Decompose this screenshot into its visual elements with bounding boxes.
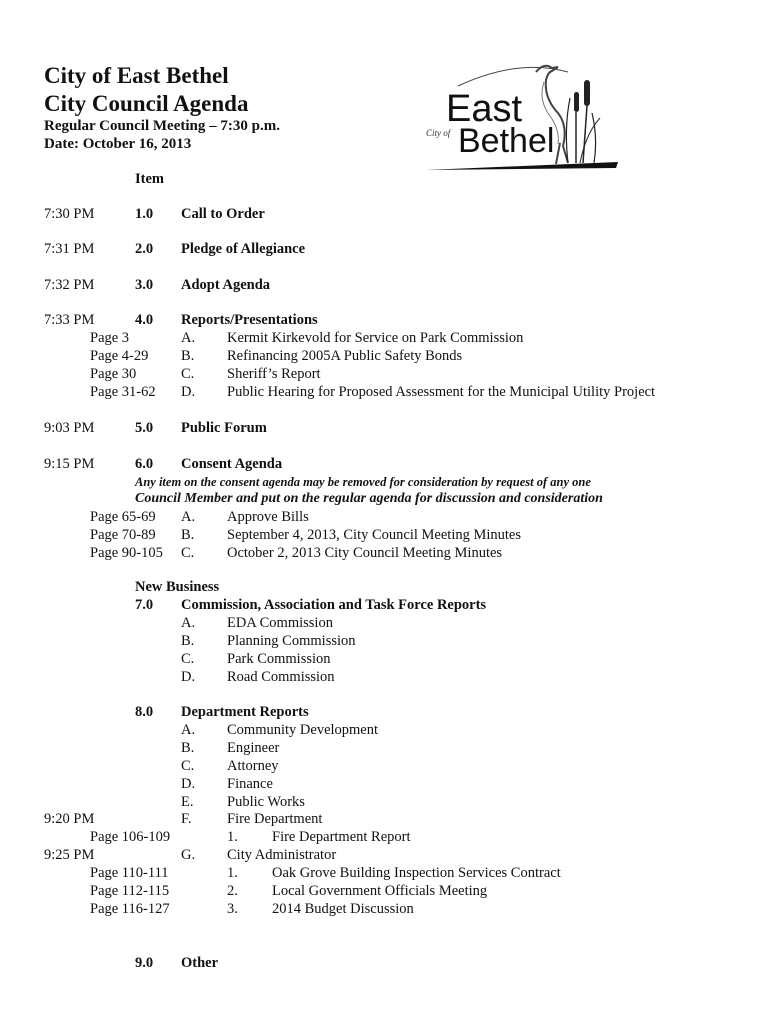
sub-letter: A. [181,330,196,346]
item-title: Consent Agenda [181,456,283,472]
logo-east-text: East [446,88,523,130]
sub-letter: B. [181,527,195,543]
sub-letter: C. [181,651,195,667]
item-title: Public Forum [181,420,267,436]
page-ref: Page 90-105 [90,545,163,561]
sub-letter: A. [181,722,196,738]
sub-sub-item: Fire Department Report [272,829,411,845]
sub-item: Public Works [227,794,305,810]
item-title: Commission, Association and Task Force Reports [181,597,487,613]
sub-item: EDA Commission [227,615,333,631]
item-number: 3.0 [135,277,154,293]
time: 9:03 PM [44,420,95,436]
sub-item: Kermit Kirkevold for Service on Park Commission [227,330,524,346]
sub-letter: D. [181,669,196,685]
sub-item: Engineer [227,740,280,756]
sub-item: Refinancing 2005A Public Safety Bonds [227,348,463,364]
time: 9:25 PM [44,847,95,863]
sub-letter: B. [181,740,195,756]
sub-letter: A. [181,615,196,631]
sub-letter: C. [181,545,195,561]
agenda-title: City Council Agenda [44,91,249,116]
sub-sub-number: 3. [227,901,238,917]
sub-letter: D. [181,776,196,792]
page-ref: Page 110-111 [90,865,169,881]
page-ref: Page 30 [90,366,137,382]
sub-sub-number: 1. [227,865,238,881]
sub-letter: E. [181,794,194,810]
sub-item: Approve Bills [227,509,309,525]
sub-item: City Administrator [227,847,337,863]
meeting-type: Regular Council Meeting – 7:30 p.m. [44,118,280,134]
sub-item: September 4, 2013, City Council Meeting Minutes [227,527,522,543]
city-logo [418,58,623,178]
time: 9:20 PM [44,811,95,827]
sub-item: Public Hearing for Proposed Assessment for the Municipal Utility Project [227,384,656,400]
sub-item: October 2, 2013 City Council Meeting Minutes [227,545,503,561]
page-ref: Page 106-109 [90,829,171,845]
item-number: 5.0 [135,420,154,436]
sub-sub-item: Oak Grove Building Inspection Services Contract [272,865,561,881]
sub-item: Planning Commission [227,633,356,649]
sub-item: Park Commission [227,651,331,667]
item-number: 2.0 [135,241,154,257]
sub-sub-number: 2. [227,883,238,899]
page-ref: Page 112-115 [90,883,170,899]
item-number: 4.0 [135,312,154,328]
sub-letter: B. [181,348,195,364]
sub-letter: B. [181,633,195,649]
sub-letter: C. [181,758,195,774]
sub-letter: A. [181,509,196,525]
consent-note-line2: Council Member and put on the regular agenda for discussion and consideration [135,491,603,506]
time: 7:31 PM [44,241,95,257]
sub-sub-number: 1. [227,829,238,845]
sub-item: Finance [227,776,273,792]
page-ref: Page 3 [90,330,130,346]
sub-sub-item: 2014 Budget Discussion [272,901,414,917]
item-number: 6.0 [135,456,154,472]
sub-letter: F. [181,811,192,827]
item-number: 7.0 [135,597,154,613]
logo-bethel-text: Bethel [458,122,555,160]
sub-sub-item: Local Government Officials Meeting [272,883,488,899]
item-title: Adopt Agenda [181,277,271,293]
item-column-header: Item [135,171,164,187]
sub-item: Fire Department [227,811,323,827]
consent-note-line1: Any item on the consent agenda may be removed for consideration by request of any one [135,475,591,489]
item-title: Call to Order [181,206,265,222]
sub-item: Attorney [227,758,279,774]
page-ref: Page 65-69 [90,509,156,525]
time: 7:32 PM [44,277,95,293]
page-ref: Page 116-127 [90,901,170,917]
sub-letter: C. [181,366,195,382]
item-number: 1.0 [135,206,154,222]
sub-letter: D. [181,384,196,400]
item-title: Reports/Presentations [181,312,318,328]
item-title: Department Reports [181,704,309,720]
sub-item: Sheriff’s Report [227,366,321,382]
time: 7:33 PM [44,312,95,328]
item-title: Pledge of Allegiance [181,241,306,257]
page-ref: Page 31-62 [90,384,156,400]
sub-item: Community Development [227,722,379,738]
page-ref: Page 4-29 [90,348,149,364]
item-number: 8.0 [135,704,154,720]
item-number: 9.0 [135,955,154,971]
meeting-date: Date: October 16, 2013 [44,136,192,152]
time: 7:30 PM [44,206,95,222]
logo-cityof-text: City of [426,128,451,138]
new-business-heading: New Business [135,579,220,595]
sub-letter: G. [181,847,196,863]
sub-item: Road Commission [227,669,335,685]
item-title: Other [181,955,219,971]
time: 9:15 PM [44,456,95,472]
page-ref: Page 70-89 [90,527,156,543]
city-title: City of East Bethel [44,63,229,88]
